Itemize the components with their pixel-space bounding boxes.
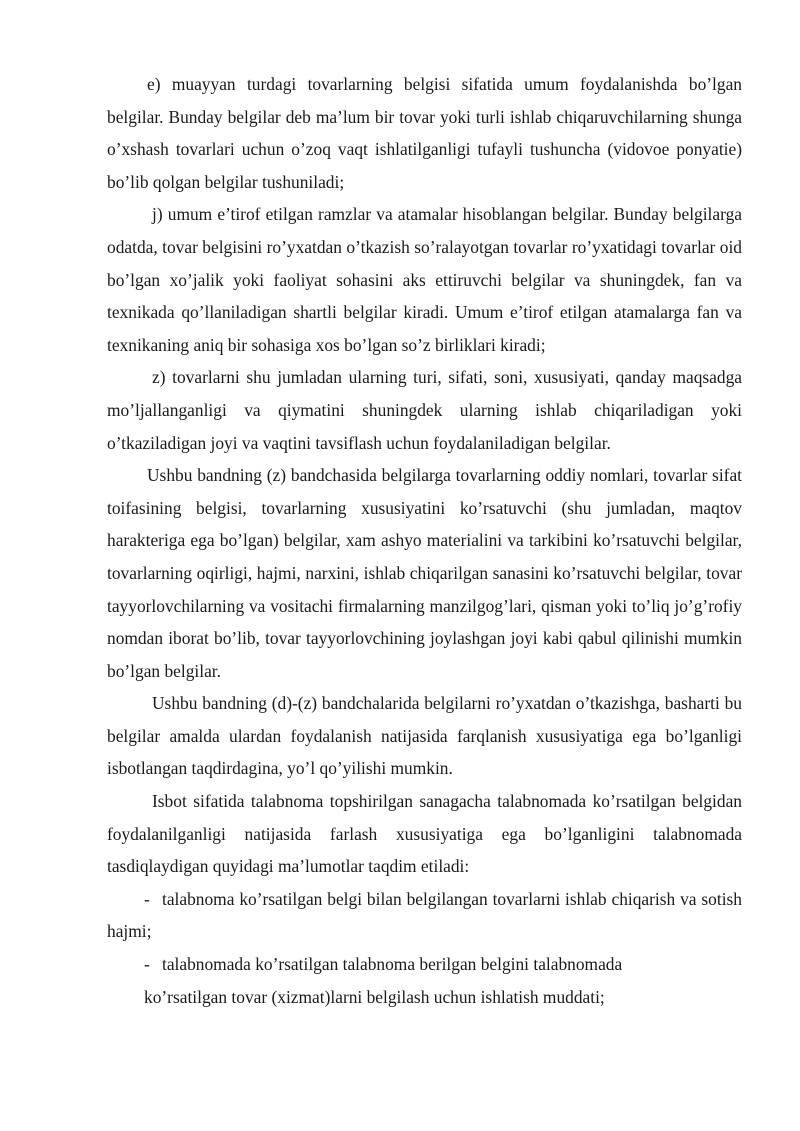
paragraph-j: j) umum e’tirof etilgan ramzlar va atamalar hisoblangan belgilar. Bunday belgilarga odatda, tovar belgisini ro’yxatdan o’tkazish so’ralayotgan tovarlar ro’yxatidagi tovarlar oid bo’lgan xo’jalik yoki faoliyat sohasini aks ettiruvchi belgilar va shuningdek, fan va texnikada qo’llaniladigan shartli belgilar kiradi. Umum e’tirof etilgan atamalarga fan va texnikaning aniq bir sohasiga xos bo’lgan so’z birliklari kiradi; xyxy=(107,204,742,355)
dash-marker: - xyxy=(144,954,150,975)
paragraph-e: e) muayyan turdagi tovarlarning belgisi sifatida umum foydalanishda bo’lgan belgilar. Bunday belgilar deb ma’lum bir tovar yoki turli ishlab chiqaruvchilarning shunga o’xshash tovarlari uchun o’zoq vaqt ishlatilganligi tufayli tushuncha (vidovoe ponyatie) bo’lib qolgan belgilar tushuniladi; xyxy=(107,74,742,192)
paragraph-evidence: Isbot sifatida talabnoma topshirilgan sanagacha talabnomada ko’rsatilgan belgidan foydalanilganligi natijasida farlash xususiyatiga ega bo’lganligini talabnomada tasdiqlaydigan quyidagi ma’lumotlar taqdim etiladi: xyxy=(107,791,742,877)
document-page xyxy=(107,68,742,1013)
list-item-continuation: ko’rsatilgan tovar (xizmat)larni belgilash uchun ishlatish muddati; xyxy=(144,986,605,1007)
list-item xyxy=(107,948,742,981)
paragraph-explanation: Ushbu bandning (z) bandchasida belgilarga tovarlarning oddiy nomlari, tovarlar sifat toifasining belgisi, tovarlarning xususiyatini ko’rsatuvchi (shu jumladan, maqtov harakteriga ega bo’lgan) belgilar, xam ashyo materialini va tarkibini ko’rsatuvchi belgilar, tovarlarning oqirligi, hajmi, narxini, ishlab chiqarilgan sanasini ko’rsatuvchi belgilar, tovar tayyorlovchilarning va vositachi firmalarning manzilgog’lari, qisman yoki to’liq jo’g’rofiy nomdan iborat bo’lib, tovar tayyorlovchining joylashgan joyi kabi qabul qilinishi mumkin bo’lgan belgilar. xyxy=(107,465,742,681)
list-item xyxy=(107,883,742,948)
paragraph-registration: Ushbu bandning (d)-(z) bandchalarida belgilarni ro’yxatdan o’tkazishga, basharti bu belgilar amalda ulardan foydalanish natijasida farqlanish xususiyatiga ega bo’lganligi isbotlangan taqdirdagina, yo’l qo’yilishi mumkin. xyxy=(107,693,742,779)
dash-marker: - xyxy=(144,888,150,909)
list-item-text: talabnomada ko’rsatilgan talabnoma berilgan belgini talabnomada xyxy=(162,954,623,975)
list-item-text: talabnoma ko’rsatilgan belgi bilan belgilangan tovarlarni ishlab chiqarish va sotish hajmi; xyxy=(107,888,742,942)
paragraph-z: z) tovarlarni shu jumladan ularning turi, sifati, soni, xususiyati, qanday maqsadga mo’ljallanganligi va qiymatini shuningdek ularning ishlab chiqariladigan yoki o’tkaziladigan joyi va vaqtini tavsiflash uchun foydalaniladigan belgilar. xyxy=(107,367,742,453)
